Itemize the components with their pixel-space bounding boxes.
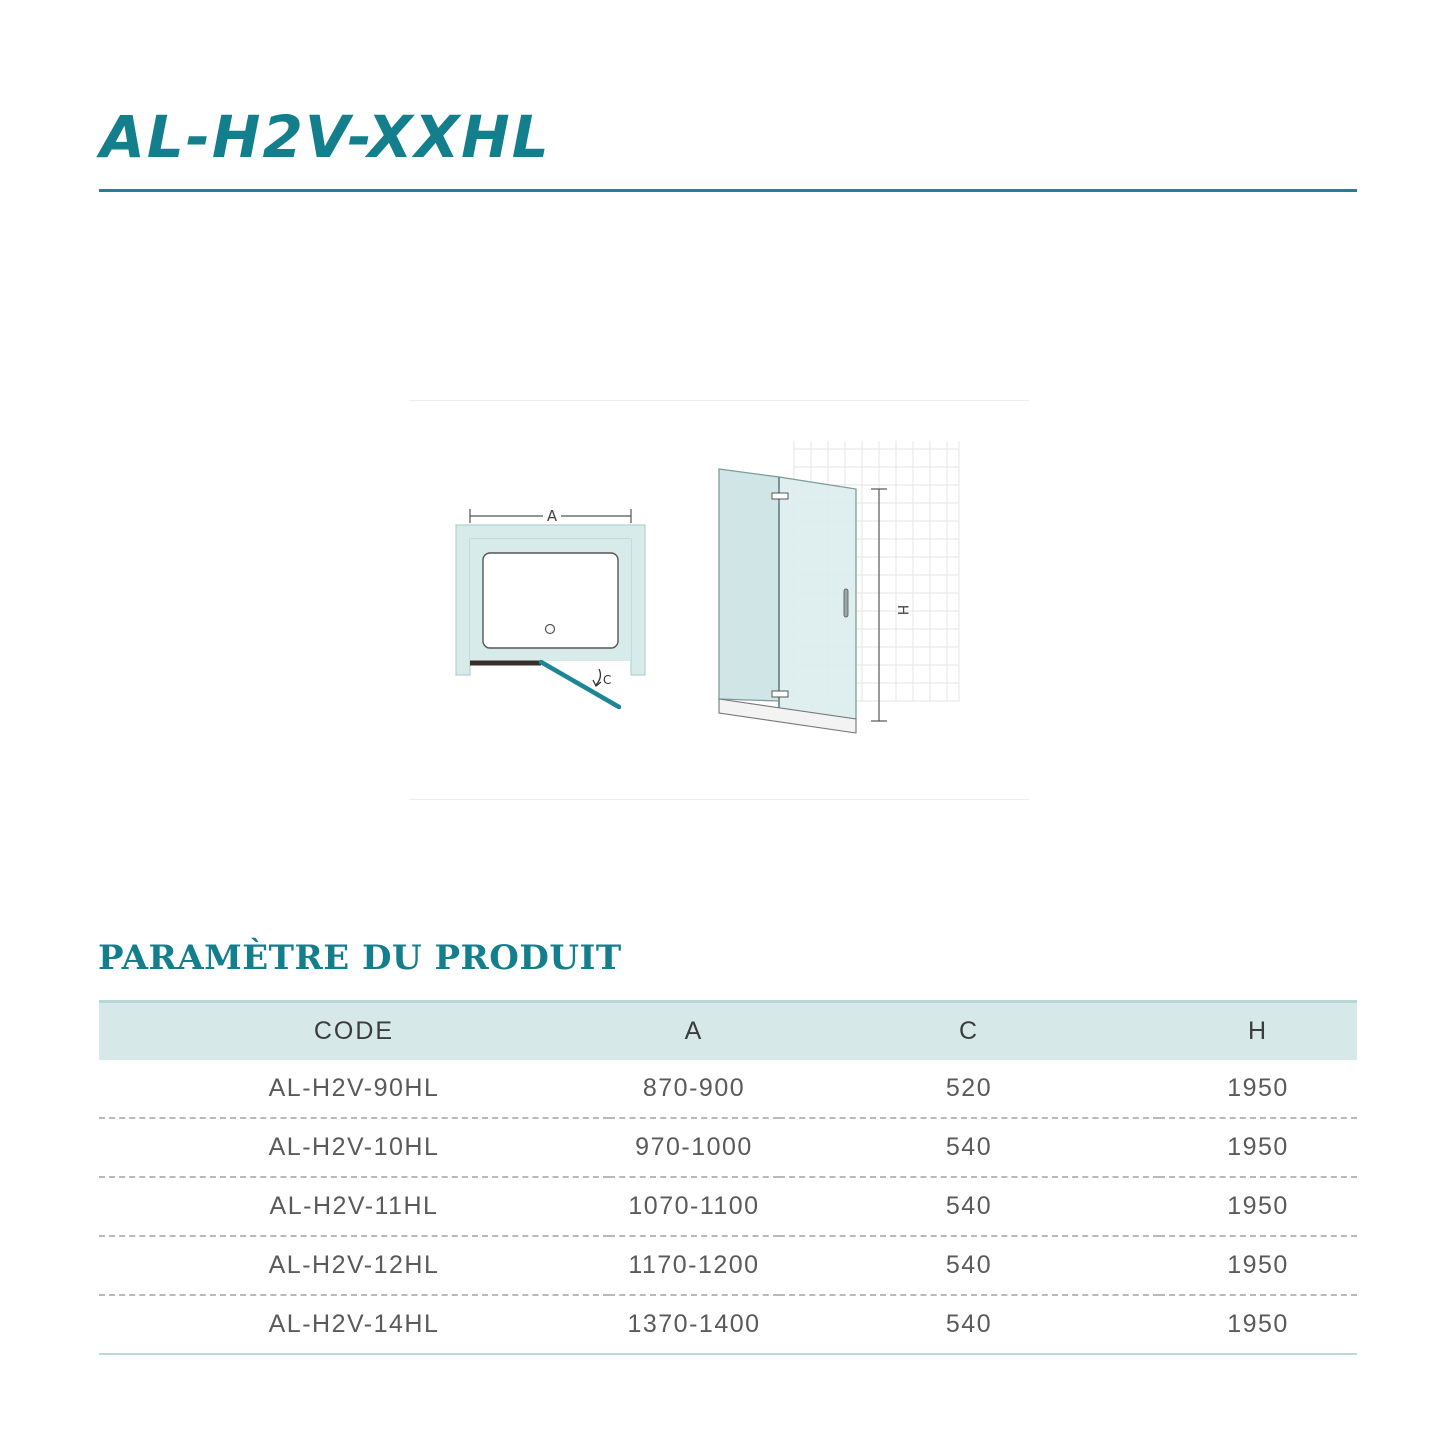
table-row <box>99 1177 1357 1236</box>
column-header-c: C <box>958 1017 980 1045</box>
dimension-label-h: H <box>894 604 910 616</box>
elevation-view-diagram <box>719 441 959 733</box>
cell-a: 870-900 <box>609 1060 779 1118</box>
cell-code: AL-H2V-90HL <box>99 1060 609 1118</box>
column-header-h: H <box>1247 1017 1269 1045</box>
plan-view-diagram <box>456 505 645 707</box>
table-row <box>99 1118 1357 1177</box>
cell-h: 1950 <box>1159 1118 1357 1177</box>
cell-a: 1370-1400 <box>609 1295 779 1354</box>
table-row <box>99 1295 1357 1354</box>
cell-c: 540 <box>779 1236 1159 1295</box>
cell-code: AL-H2V-10HL <box>99 1118 609 1177</box>
cell-a: 1070-1100 <box>609 1177 779 1236</box>
table-header-row <box>99 1002 1357 1061</box>
cell-code: AL-H2V-14HL <box>99 1295 609 1354</box>
cell-code: AL-H2V-11HL <box>99 1177 609 1236</box>
cell-a: 970-1000 <box>609 1118 779 1177</box>
cell-a: 1170-1200 <box>609 1236 779 1295</box>
table-row <box>99 1060 1357 1118</box>
section-title: PARAMÈTRE DU PRODUIT <box>98 938 622 978</box>
dimension-label-c: C <box>603 673 612 687</box>
product-parameter-table <box>99 1000 1357 1355</box>
cell-h: 1950 <box>1159 1295 1357 1354</box>
cell-h: 1950 <box>1159 1060 1357 1118</box>
title-divider <box>99 189 1357 192</box>
dimension-label-a: A <box>546 507 558 525</box>
cell-h: 1950 <box>1159 1177 1357 1236</box>
cell-c: 540 <box>779 1177 1159 1236</box>
table-row <box>99 1236 1357 1295</box>
cell-h: 1950 <box>1159 1236 1357 1295</box>
cell-code: AL-H2V-12HL <box>99 1236 609 1295</box>
cell-c: 540 <box>779 1295 1159 1354</box>
column-header-code: CODE <box>313 1017 395 1045</box>
cell-c: 540 <box>779 1118 1159 1177</box>
cell-c: 520 <box>779 1060 1159 1118</box>
product-diagram <box>409 400 1029 800</box>
page-title: AL-H2V-XXHL <box>100 103 551 171</box>
column-header-a: A <box>684 1017 704 1045</box>
